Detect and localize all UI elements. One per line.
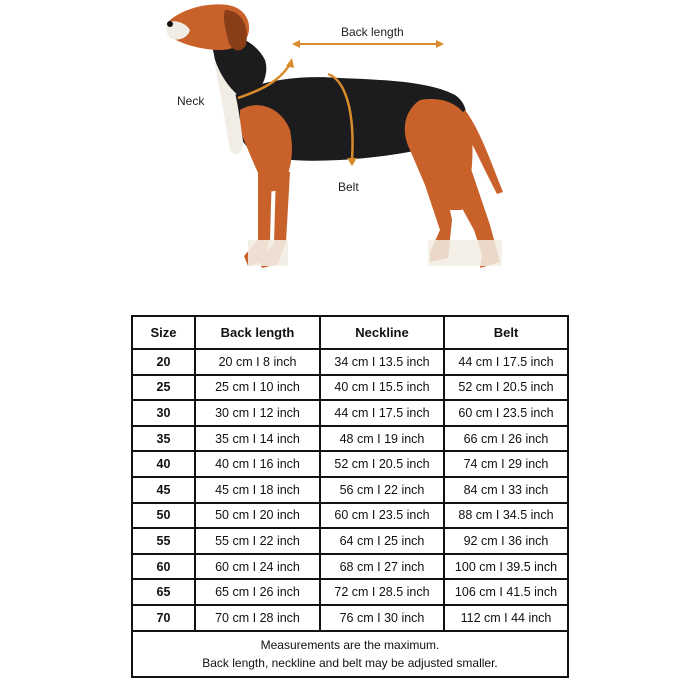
table-row (132, 528, 568, 554)
belt-cell: 100 cm I 39.5 inch (444, 554, 568, 580)
size-cell: 35 (132, 426, 195, 452)
neckline-cell: 64 cm I 25 inch (320, 528, 444, 554)
neckline-cell: 72 cm I 28.5 inch (320, 579, 444, 605)
belt-cell: 66 cm I 26 inch (444, 426, 568, 452)
belt-cell: 88 cm I 34.5 inch (444, 503, 568, 529)
back-length-cell: 60 cm I 24 inch (195, 554, 320, 580)
note-line-1: Measurements are the maximum. (260, 637, 440, 652)
neck-label: Neck (177, 94, 205, 108)
table-note-row (132, 631, 568, 677)
neckline-cell: 44 cm I 17.5 inch (320, 400, 444, 426)
back-length-label: Back length (341, 25, 404, 39)
neckline-cell: 76 cm I 30 inch (320, 605, 444, 631)
table-row (132, 375, 568, 401)
neckline-cell: 68 cm I 27 inch (320, 554, 444, 580)
table-note (132, 631, 568, 677)
back-length-cell: 50 cm I 20 inch (195, 503, 320, 529)
neckline-cell: 56 cm I 22 inch (320, 477, 444, 503)
size-cell: 45 (132, 477, 195, 503)
header-neckline: Neckline (320, 316, 444, 349)
back-length-cell: 45 cm I 18 inch (195, 477, 320, 503)
size-cell: 30 (132, 400, 195, 426)
belt-label: Belt (338, 180, 359, 194)
neckline-cell: 48 cm I 19 inch (320, 426, 444, 452)
belt-cell: 44 cm I 17.5 inch (444, 349, 568, 375)
neckline-cell: 60 cm I 23.5 inch (320, 503, 444, 529)
size-cell: 40 (132, 451, 195, 477)
back-length-cell: 55 cm I 22 inch (195, 528, 320, 554)
table-row (132, 503, 568, 529)
table-row (132, 451, 568, 477)
back-length-cell: 70 cm I 28 inch (195, 605, 320, 631)
table-row (132, 349, 568, 375)
back-length-cell: 65 cm I 26 inch (195, 579, 320, 605)
size-cell: 25 (132, 375, 195, 401)
size-cell: 65 (132, 579, 195, 605)
header-back-length: Back length (195, 316, 320, 349)
belt-cell: 60 cm I 23.5 inch (444, 400, 568, 426)
table-row (132, 426, 568, 452)
size-cell: 50 (132, 503, 195, 529)
size-cell: 60 (132, 554, 195, 580)
back-length-cell: 35 cm I 14 inch (195, 426, 320, 452)
neckline-cell: 34 cm I 13.5 inch (320, 349, 444, 375)
back-length-cell: 40 cm I 16 inch (195, 451, 320, 477)
table-row (132, 554, 568, 580)
back-length-cell: 20 cm I 8 inch (195, 349, 320, 375)
belt-cell: 92 cm I 36 inch (444, 528, 568, 554)
belt-cell: 74 cm I 29 inch (444, 451, 568, 477)
belt-cell: 84 cm I 33 inch (444, 477, 568, 503)
dog-image (150, 0, 520, 280)
size-cell: 70 (132, 605, 195, 631)
size-cell: 20 (132, 349, 195, 375)
size-cell: 55 (132, 528, 195, 554)
header-belt: Belt (444, 316, 568, 349)
neckline-cell: 40 cm I 15.5 inch (320, 375, 444, 401)
table-header-row (132, 316, 568, 349)
header-size: Size (132, 316, 195, 349)
note-line-2: Back length, neckline and belt may be adjusted smaller. (202, 655, 498, 670)
table-row (132, 477, 568, 503)
back-length-cell: 25 cm I 10 inch (195, 375, 320, 401)
table-row (132, 579, 568, 605)
table-row (132, 605, 568, 631)
back-length-arrow (292, 40, 444, 48)
back-length-cell: 30 cm I 12 inch (195, 400, 320, 426)
belt-cell: 52 cm I 20.5 inch (444, 375, 568, 401)
size-chart-table (131, 315, 569, 678)
neckline-cell: 52 cm I 20.5 inch (320, 451, 444, 477)
belt-cell: 106 cm I 41.5 inch (444, 579, 568, 605)
belt-cell: 112 cm I 44 inch (444, 605, 568, 631)
table-row (132, 400, 568, 426)
